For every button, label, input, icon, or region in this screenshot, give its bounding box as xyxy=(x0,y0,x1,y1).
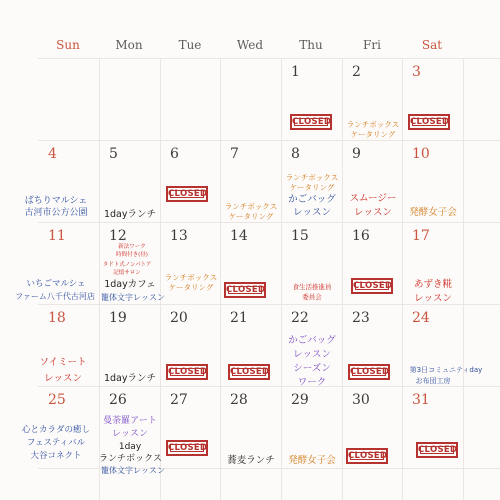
event-text: ケータリング xyxy=(350,130,396,139)
day-cell[interactable] xyxy=(220,222,282,304)
day-number: 9 xyxy=(352,146,361,162)
weekday-tue: Tue xyxy=(178,38,202,52)
day-cell[interactable] xyxy=(160,140,222,222)
day-cell[interactable] xyxy=(342,58,404,140)
event-text: ランチボックス xyxy=(224,202,278,211)
day-cell[interactable] xyxy=(281,140,343,222)
day-number: 21 xyxy=(230,310,248,326)
event-text: 第3日コミュニティday xyxy=(409,366,483,374)
event-text: 1day xyxy=(118,442,142,452)
day-number: 11 xyxy=(48,228,66,244)
event-text: ケータリング xyxy=(289,183,335,192)
closed-stamp: CLOSED xyxy=(351,278,393,294)
day-number: 19 xyxy=(109,310,127,326)
weekday-sun: Sun xyxy=(56,38,80,52)
day-number: 23 xyxy=(352,310,370,326)
weekday-fri: Fri xyxy=(363,38,381,52)
day-cell[interactable] xyxy=(402,304,483,386)
day-cell[interactable] xyxy=(402,222,464,304)
day-cell[interactable] xyxy=(342,222,404,304)
day-cell[interactable] xyxy=(402,140,464,222)
day-number: 8 xyxy=(291,146,300,162)
day-number: 16 xyxy=(352,228,370,244)
day-number: 3 xyxy=(412,64,421,80)
event-text: ランチボックス xyxy=(164,273,218,282)
day-cell[interactable] xyxy=(281,386,343,468)
day-cell[interactable] xyxy=(281,58,343,140)
day-number: 27 xyxy=(170,392,188,408)
day-number: 26 xyxy=(109,392,127,408)
day-cell[interactable] xyxy=(342,304,404,386)
event-text: ソイミート xyxy=(39,357,87,368)
closed-stamp: CLOSED xyxy=(166,364,208,380)
event-text: レッスン xyxy=(44,373,82,384)
day-number: 6 xyxy=(170,146,179,162)
event-text: 大谷コネクト xyxy=(30,451,82,461)
event-text: 委員会 xyxy=(302,293,322,301)
day-number: 10 xyxy=(412,146,430,162)
weekday-thu: Thu xyxy=(299,38,323,52)
event-text: ランチボックス xyxy=(285,173,339,182)
day-number: 2 xyxy=(352,64,361,80)
day-cell[interactable] xyxy=(99,386,165,475)
day-cell[interactable] xyxy=(220,304,282,386)
weekday-mon: Mon xyxy=(115,38,143,52)
event-text: スムージー xyxy=(349,193,397,204)
event-text: レッスン xyxy=(112,429,148,439)
weekday-wed: Wed xyxy=(236,38,264,52)
day-number: 28 xyxy=(230,392,248,408)
day-number: 31 xyxy=(412,392,430,408)
day-number: 29 xyxy=(291,392,309,408)
event-text: お布団工房 xyxy=(415,377,451,385)
event-text: 曼荼羅アート xyxy=(103,416,157,426)
day-cell[interactable] xyxy=(15,222,100,304)
closed-stamp: CLOSED xyxy=(166,186,208,202)
day-cell[interactable] xyxy=(24,140,100,222)
event-text: シーズン xyxy=(293,363,331,374)
day-number: 24 xyxy=(412,310,430,326)
day-cell[interactable] xyxy=(99,140,161,222)
day-number: 4 xyxy=(48,146,57,162)
day-number: 30 xyxy=(352,392,370,408)
event-text: いちごマルシェ xyxy=(26,279,86,289)
event-text: ランチボックス xyxy=(346,120,400,129)
day-cell[interactable] xyxy=(38,304,100,386)
event-text: ワーク xyxy=(297,377,327,388)
event-text: 1dayカフェ xyxy=(104,279,156,290)
closed-stamp: CLOSED xyxy=(224,282,266,298)
day-cell[interactable] xyxy=(220,140,282,222)
event-text: 籠体文字レッスン xyxy=(101,293,165,302)
event-text: 1dayランチ xyxy=(103,373,157,384)
event-text: かごバッグ xyxy=(288,335,336,346)
day-cell[interactable] xyxy=(402,58,464,140)
day-cell[interactable] xyxy=(402,386,464,468)
day-cell[interactable] xyxy=(281,304,343,386)
closed-stamp: CLOSED xyxy=(228,364,270,380)
event-text: レッスン xyxy=(354,207,392,218)
day-cell[interactable] xyxy=(342,386,404,468)
event-text: かごバッグ xyxy=(288,194,336,205)
event-text: 籠体文字レッスン xyxy=(101,466,165,475)
day-number: 20 xyxy=(170,310,188,326)
event-text: 発酵女子会 xyxy=(409,207,457,218)
closed-stamp: CLOSED xyxy=(290,114,332,130)
day-cell[interactable] xyxy=(99,304,161,386)
day-number: 13 xyxy=(170,228,188,244)
day-cell[interactable] xyxy=(160,304,222,386)
day-cell[interactable] xyxy=(99,222,165,304)
day-number: 17 xyxy=(412,228,430,244)
day-cell[interactable] xyxy=(342,140,404,222)
day-cell[interactable] xyxy=(160,386,222,468)
event-text: 時間付き(昼) xyxy=(116,252,148,258)
closed-stamp: CLOSED xyxy=(166,440,208,456)
day-number: 1 xyxy=(291,64,300,80)
event-text: レッスン xyxy=(293,349,331,360)
closed-stamp: CLOSED xyxy=(346,448,388,464)
day-cell[interactable] xyxy=(160,222,222,304)
event-text: ランチボックス xyxy=(99,454,162,464)
event-text: ぱちりマルシェ xyxy=(24,196,88,206)
day-number: 5 xyxy=(109,146,118,162)
day-number: 18 xyxy=(48,310,66,326)
day-number: 15 xyxy=(291,228,309,244)
event-text: レッスン xyxy=(293,207,331,218)
event-text: 記憶サロン xyxy=(113,270,141,276)
event-text: ケータリング xyxy=(228,212,274,221)
day-number: 22 xyxy=(291,310,309,326)
event-text: タドト式ノンパトア xyxy=(102,262,152,268)
event-text: ファーム八千代古河店 xyxy=(15,292,95,301)
event-text: 古河市公方公園 xyxy=(24,208,88,218)
event-text: 1dayランチ xyxy=(103,209,157,220)
event-text: 新法ワーク xyxy=(118,244,146,250)
event-text: あずき糀 xyxy=(413,279,452,290)
event-text: 食生活推進員 xyxy=(292,283,332,291)
event-text: レッスン xyxy=(414,293,452,304)
closed-stamp: CLOSED xyxy=(408,114,450,130)
closed-stamp: CLOSED xyxy=(348,364,390,380)
weekday-sat: Sat xyxy=(421,38,443,52)
day-number: 7 xyxy=(230,146,239,162)
event-text: 心とカラダの癒し xyxy=(22,425,90,435)
event-text: ケータリング xyxy=(168,283,214,292)
day-number: 25 xyxy=(48,392,66,408)
day-cell[interactable] xyxy=(220,386,282,468)
event-text: 発酵女子会 xyxy=(288,455,336,466)
day-cell[interactable] xyxy=(22,386,100,468)
day-cell[interactable] xyxy=(281,222,343,304)
event-text: 蕎麦ランチ xyxy=(227,455,275,466)
day-number: 12 xyxy=(109,228,127,244)
day-number: 14 xyxy=(230,228,248,244)
event-text: フェスティバル xyxy=(26,438,86,448)
closed-stamp: CLOSED xyxy=(416,442,458,458)
